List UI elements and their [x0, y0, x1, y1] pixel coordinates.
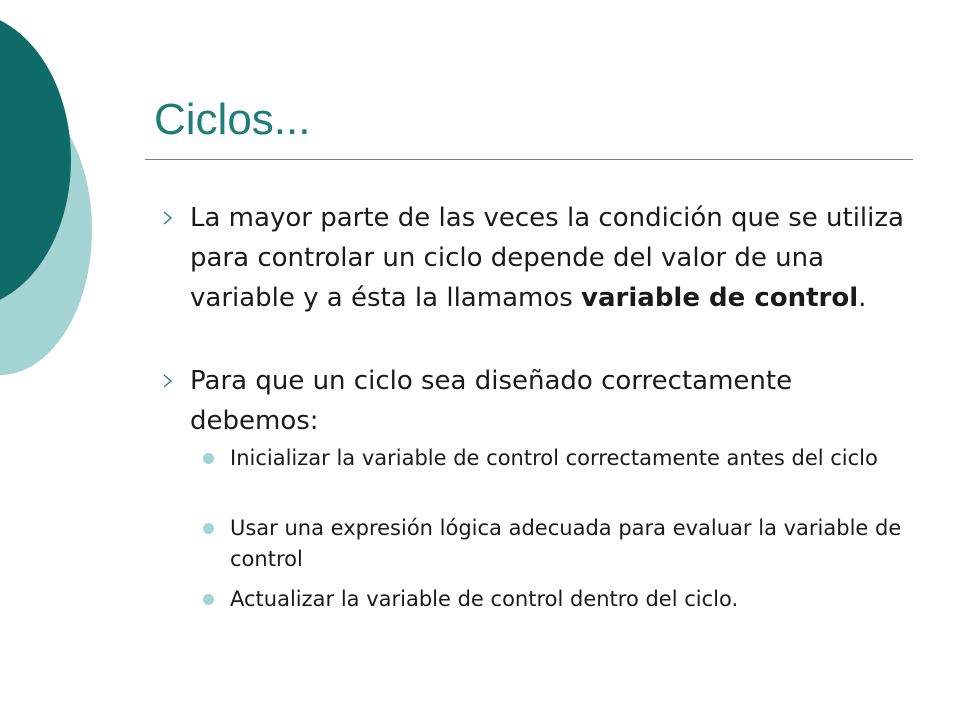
sub-bullet-text: Usar una expresión lógica adecuada para evaluar la variable de control	[230, 516, 902, 571]
decorative-circles	[0, 0, 120, 400]
hollow-arrow-bullet-icon	[161, 200, 175, 236]
hollow-arrow-bullet-icon	[161, 363, 175, 399]
round-dot-bullet-icon	[203, 523, 214, 534]
sub-bullet-text: Inicializar la variable de control correctamente antes del ciclo	[230, 446, 878, 470]
bullet-text: La mayor parte de las veces la condición que se utiliza para controlar un ciclo depende del valor de una variable y a ésta la llamamos variable de control.	[190, 203, 904, 313]
bullet-emphasis: variable de control	[581, 283, 859, 313]
title-divider	[145, 159, 913, 160]
slide-title: Ciclos...	[154, 95, 311, 144]
round-dot-bullet-icon	[203, 453, 214, 464]
bullet-text: Para que un ciclo sea diseñado correctamente debemos:	[190, 366, 793, 436]
round-dot-bullet-icon	[203, 594, 214, 605]
sub-bullet-text: Actualizar la variable de control dentro del ciclo.	[230, 587, 739, 611]
